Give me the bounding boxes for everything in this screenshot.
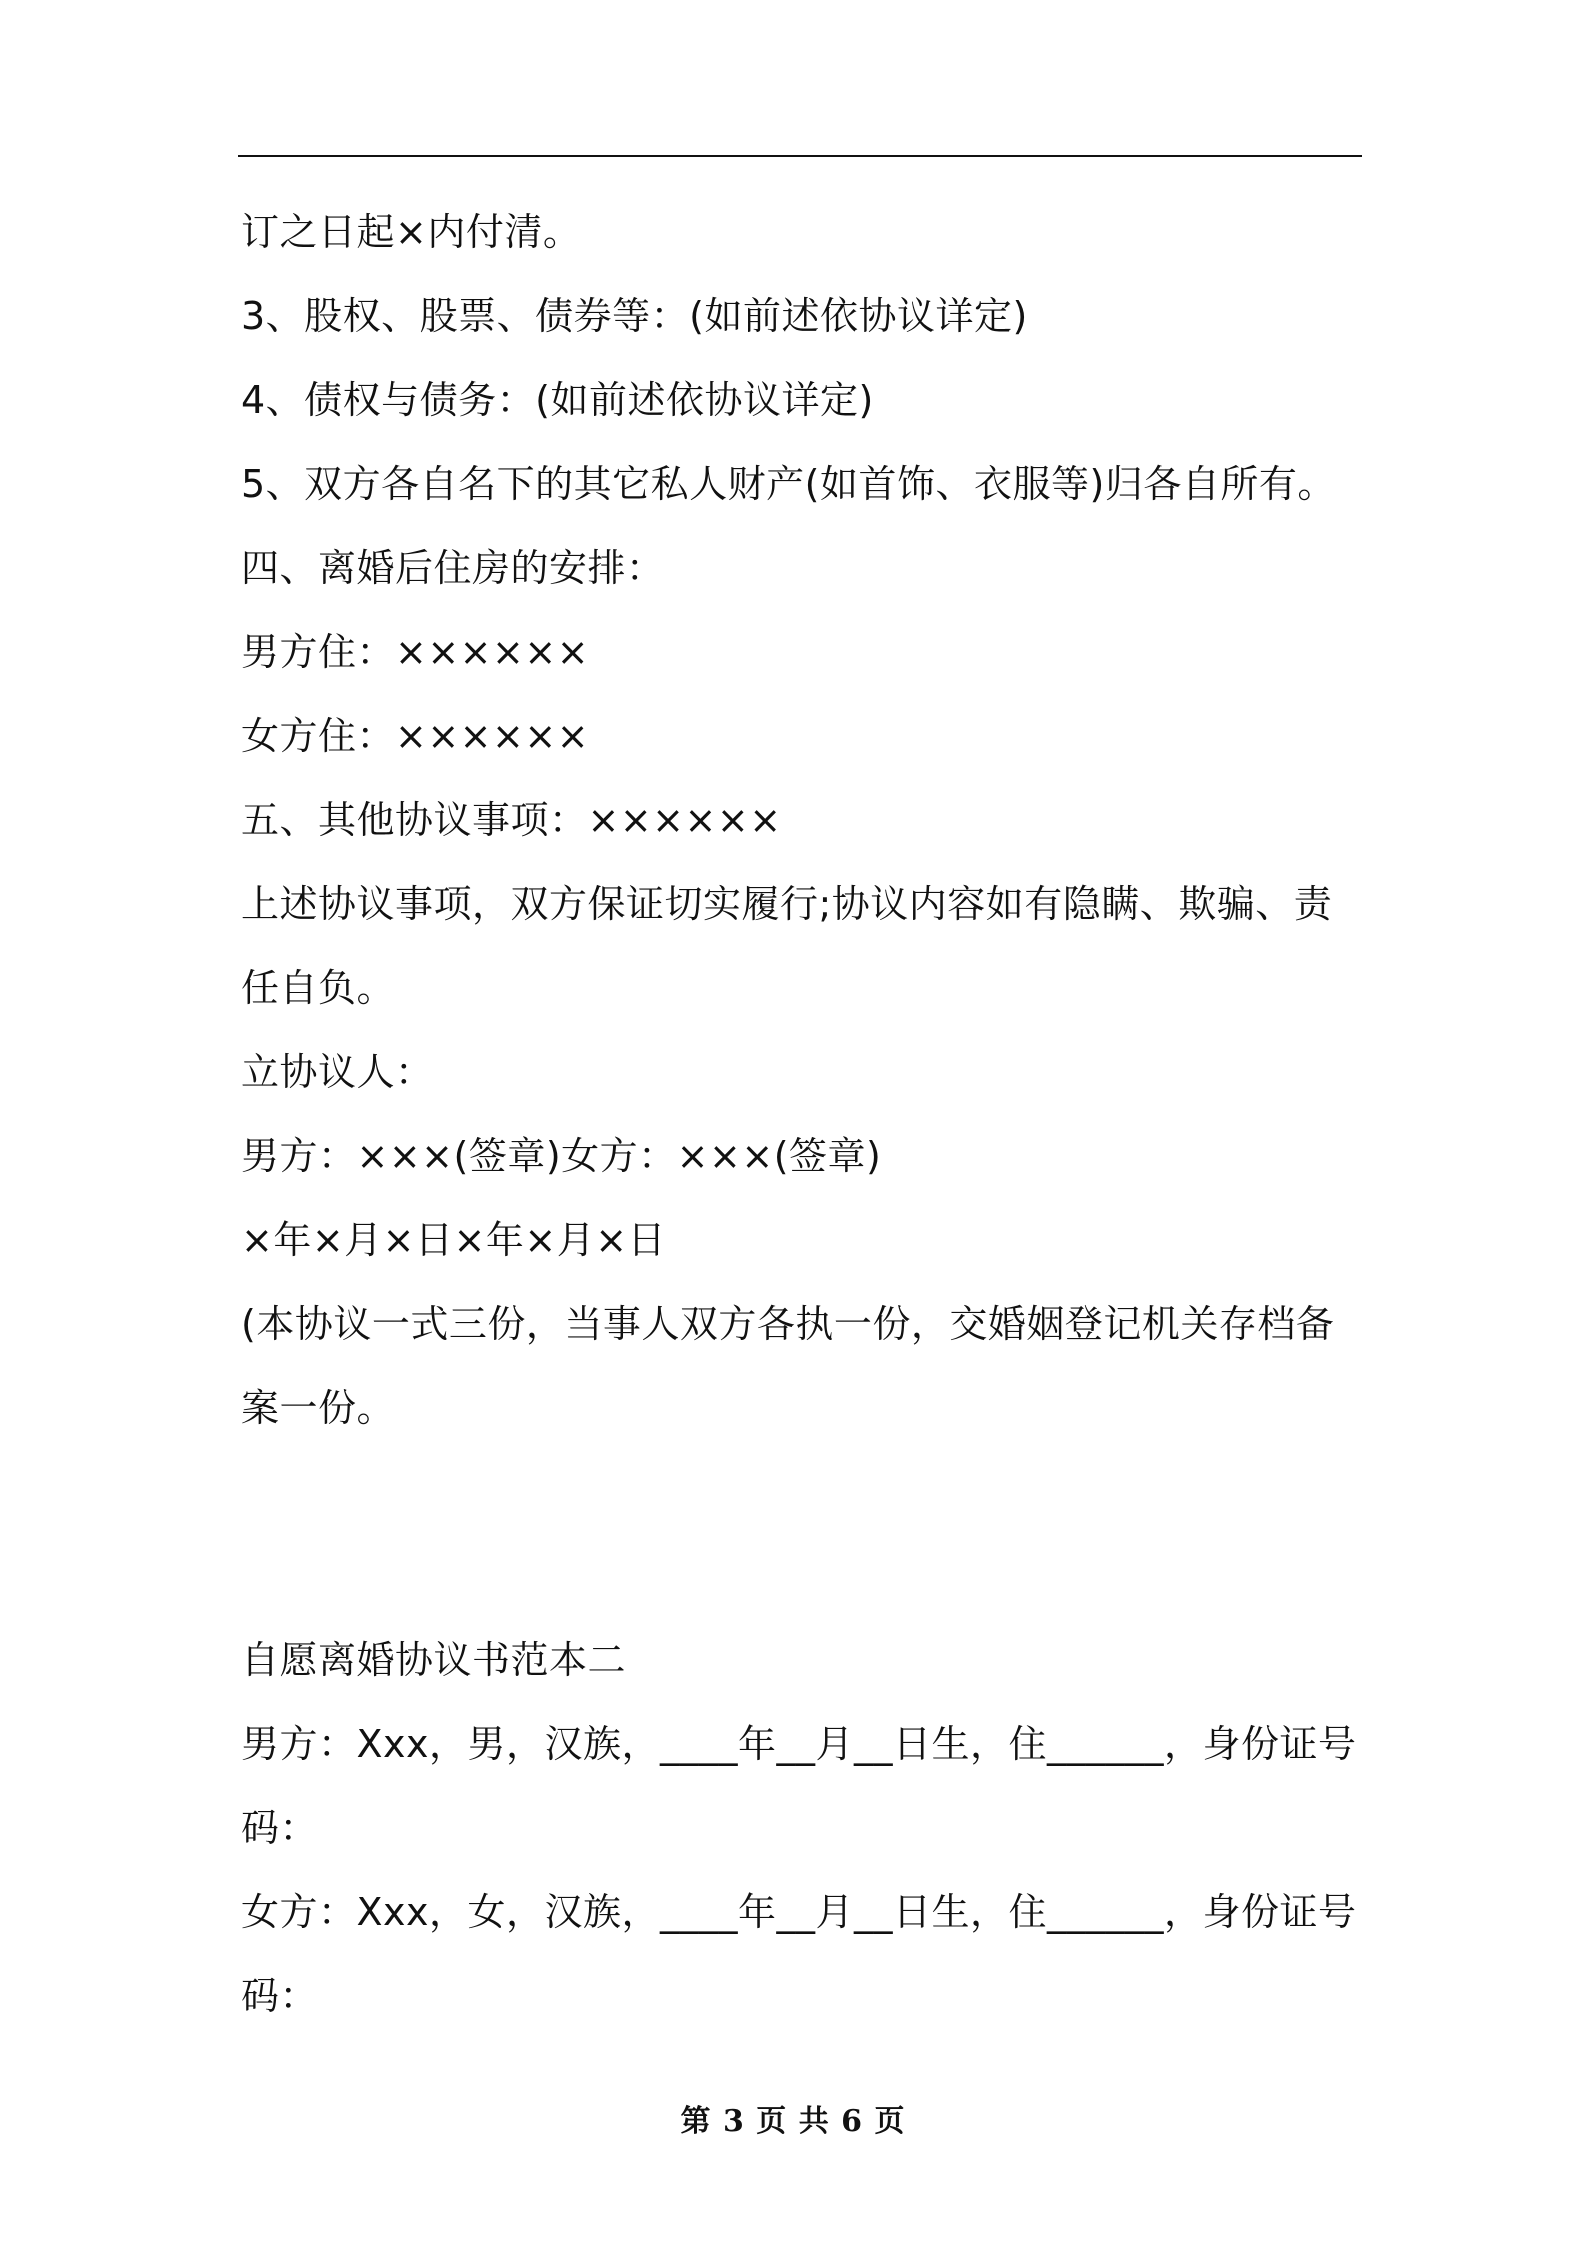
header-rule	[238, 155, 1362, 157]
paragraph: 男方住：××××××	[241, 630, 590, 674]
paragraph: 立协议人：	[241, 1050, 434, 1094]
paragraph: 女方：Xxx，女，汉族，____年__月__日生，住______，身份证号码：	[241, 1890, 1357, 2018]
section-heading: 四、离婚后住房的安排：	[241, 546, 665, 590]
date-line: ×年×月×日×年×月×日	[241, 1218, 667, 1262]
paragraph: 男方：Xxx，男，汉族，____年__月__日生，住______，身份证号码：	[241, 1722, 1357, 1850]
section-gap	[241, 1450, 1361, 1618]
paragraph: 订之日起×内付清。	[241, 210, 582, 254]
paragraph: 4、债权与债务：(如前述依协议详定)	[241, 378, 874, 422]
paragraph: (本协议一式三份，当事人双方各执一份，交婚姻登记机关存档备案一份。	[241, 1302, 1335, 1430]
paragraph: 3、股权、股票、债券等：(如前述依协议详定)	[241, 294, 1028, 338]
paragraph: 上述协议事项，双方保证切实履行;协议内容如有隐瞒、欺骗、责任自负。	[241, 882, 1333, 1010]
document-title: 自愿离婚协议书范本二	[241, 1638, 627, 1682]
paragraph: 5、双方各自名下的其它私人财产(如首饰、衣服等)归各自所有。	[241, 462, 1336, 506]
page-indicator: 第 3 页 共 6 页	[680, 2104, 906, 2139]
paragraph: 女方住：××××××	[241, 714, 590, 758]
signature-line: 男方：×××(签章)女方：×××(签章)	[241, 1134, 882, 1178]
document-body	[241, 190, 1361, 2038]
section-heading: 五、其他协议事项：××××××	[241, 798, 782, 842]
